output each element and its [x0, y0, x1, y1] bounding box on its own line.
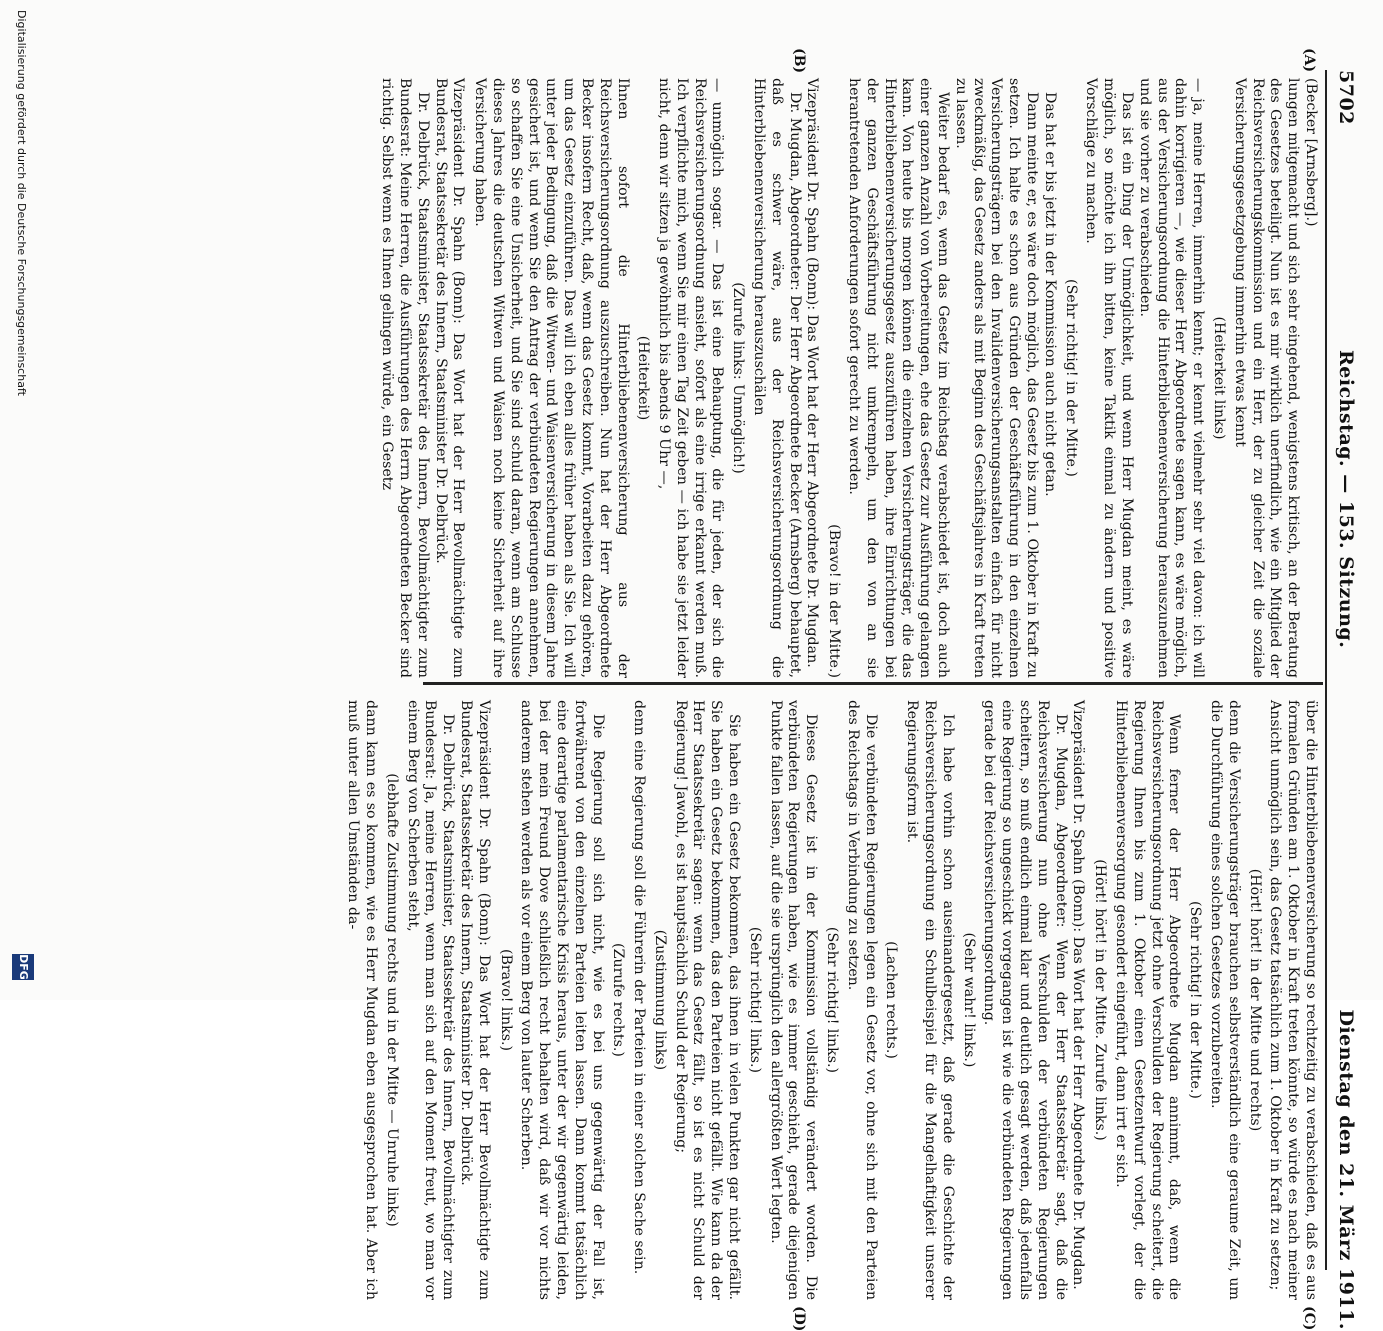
paragraph: lungen mitgemacht und sich sehr eingehend, wenigstens kritisch, an der Beratung des Gesetzes beteiligt. Nun ist es mir wirklich unerfindlich, wie ein Mitglied der Reichsversicherungskommission und ein Herr, der zu gleicher Zeit die soziale Versicherungsgesetzgebung immerhin etwas kennt [1231, 78, 1302, 678]
stage-direction: (Sehr richtig! links.) [824, 926, 841, 1074]
stage-direction: (Sehr wahr! links.) [960, 932, 977, 1068]
stage-direction: (Sehr richtig! in der Mitte.) [1187, 901, 1204, 1099]
speaker-line: Vizepräsident Dr. Spahn (Bonn): Das Wort hat der Herr Abgeordnete Dr. Mugdan. [804, 78, 821, 668]
stage-direction: (Heiterkeit) [635, 335, 652, 421]
paragraph: denn die Versicherungsträger brauchen selbstverständlich eine geraume Zeit, um die Durchführung eines solchen Gesetzes vorzubereiten. [1208, 700, 1242, 1300]
paragraph: — unmöglich sogar. — Das ist eine Behauptung, die für jeden, der sich die Reichsversicherungsordnung ansieht, sofort als eine irrige erkannt werden muß. Ich verpflichte mich, wenn Sie mir einen Tag Zeit geben — ich habe sie jetzt leider nicht, denn wir sitzen ja gewöhnlich bis abends 9 Uhr —, [656, 78, 726, 678]
paragraph: — ja, meine Herren, immerhin kennt; er kennt vielmehr sehr viel davon: ich will dahin korrigieren —, wie dieser Herr Abgeordnete sagen kann, es wäre möglich, aus der Versicherungsordnung die Hinterbliebenenversicherung herauszunehmen und sie vorher zu verabschieden. [1136, 78, 1207, 678]
digitization-footer [4, 10, 36, 990]
paragraph: Dr. Delbrück, Staatsminister, Staatssekretär des Innern, Bevollmächtigter zum Bundesrat: Ja, meine Herren, wenn man sich auf den Moment freut, wo man vor einem Berg von Scherben steht, [404, 700, 457, 1300]
header-rule [1325, 70, 1327, 1270]
page-number: 5702 [1335, 70, 1357, 125]
paragraph: Die verbündeten Regierungen legen ein Gesetz vor, ohne sich mit den Parteien des Reichstags in Verbindung zu setzen. [844, 700, 879, 1300]
paragraph: Das ist ein Ding der Unmöglichkeit, und wenn Herr Mugdan meint, es wäre möglich, so möchte ich ihn bitten, keine Taktik einmal zu ändern und positive Vorschläge zu machen. [1083, 78, 1136, 678]
speaker-line: Vizepräsident Dr. Spahn (Bonn): Das Wort hat der Herr Bevollmächtigte zum Bundesrat, Staatssekretär des Innern, Staatsminister Dr. Delbrück. [432, 78, 467, 678]
stage-direction: (Heiterkeit links) [1211, 316, 1228, 440]
stage-direction: (Bravo! links.) [497, 948, 514, 1052]
stage-direction: (Sehr richtig! links.) [746, 926, 763, 1074]
paragraph: Ihnen sofort die Hinterbliebenenversicherung aus der Reichsversicherungsordnung auszuschreiben. Nun hat der Herr Abgeordnete Becker insofern Recht, daß, wenn das Gesetz kommt, Vorarbeiten dazu gehören, um das Gesetz einzuführen. Das will ich eben alles früher haben als Sie. Ich will unter jeder Bedingung, daß die Witwen- und Waisenversicherung in diesem Jahre gesichert ist, und wenn Sie den Antrag der verbündeten Regierungen annehmen, so schaffen Sie eine Unsicherheit, und Sie sind schuld daran, wenn am Schlusse dieses Jahres die deutschen Witwen und Waisen noch keine Sicherheit auf ihre Versicherung haben. [472, 78, 631, 678]
speaker-tag: (Becker [Arnsberg].) [1303, 78, 1319, 227]
stage-direction: (Lachen rechts.) [883, 941, 900, 1059]
speaker-line: Vizepräsident Dr. Spahn (Bonn): Das Wort hat der Herr Abgeordnete Dr. Mugdan. [1070, 700, 1087, 1290]
paragraph: Dr. Mugdan, Abgeordneter: Der Herr Abgeordnete Becker (Arnsberg) behauptet, daß es schwer wäre, aus der Reichsversicherungsordnung die Hinterbliebenenversicherung herauszuschälen [751, 78, 803, 678]
paragraph: Dr. Mugdan, Abgeordneter: Wenn der Herr Staatssekretär sagt, daß die Reichsversicherung nun ohne Verschulden der verbündeten Regierungen scheitern, so muß endlich einmal klar und deutlich gesagt werden, daß jedenfalls eine Regierung so ungeschickt vorgegangen ist wie die verbündeten Regierungen gerade bei der Reichsversicherungsordnung. [981, 700, 1069, 1300]
session-title: Reichstag. — 153. Sitzung. [1335, 350, 1357, 649]
paragraph: Dieses Gesetz ist in der Kommission vollständig verändert worden. Die verbündeten Regierungen haben, wie es immer geschieht, gerade diejenigen Punkte fallen lassen, auf die sie ursprünglich den allergrößten Wert legten. [767, 700, 820, 1300]
session-date: Dienstag den 21. März 1911. [1335, 1009, 1357, 1330]
paragraph: Sie haben ein Gesetz bekommen, das ihnen in vielen Punkten gar nicht gefällt. Sie haben ein Gesetz bekommen, das den Parteien nicht gefällt. Wie kann da der Herr Staatssekretär sagen: wenn das Gesetz fällt, so ist es nicht Schuld der Regierung! Jawohl, es ist hauptsächlich Schuld der Regierung; [672, 700, 743, 1300]
paragraph: über die Hinterbliebenenversicherung so rechtzeitig zu verabschieden, daß es aus formalen Gründen am 1. Oktober in Kraft treten könnte, so würde es nach meiner Ansicht unmöglich sein, das Gesetz tatsächlich zum 1. Oktober in Kraft zu setzen; [1267, 700, 1319, 1300]
margin-marker-c: (C) [1301, 1306, 1317, 1331]
stage-direction: (Sehr richtig! in der Mitte.) [1062, 279, 1079, 477]
paragraph: Ich habe vorhin schon auseinandergesetzt, daß gerade die Geschichte der Reichsversicherungsordnung ein Schulbeispiel für die Mangelhaftigkeit unserer Regierungsform ist. [904, 700, 956, 1300]
stage-direction: (Zurufe rechts.) [610, 943, 627, 1057]
stage-direction: (Bravo! in der Mitte.) [826, 524, 843, 678]
stage-direction: (Zustimmung links) [651, 929, 668, 1071]
paragraph: dann kann es so kommen, wie es Herr Mugdan eben ausgesprochen hat. Aber ich muß unter allen Umständen da- [345, 700, 379, 1300]
paragraph: denn eine Regierung soll die Führerin der Parteien in einer solchen Sache sein. [631, 700, 648, 1275]
margin-marker-d: (D) [791, 1306, 807, 1331]
dfg-logo-icon: DFG [12, 954, 34, 980]
paragraph: Dr. Delbrück, Staatsminister, Staatssekretär des Innern, Bevollmächtigter zum Bundesrat: Meine Herren, die Ausführungen des Herrn Abgeordneten Becker sind richtig. Selbst wenn es Ihnen gelingen würde, ein Gesetz [379, 78, 431, 678]
stage-direction: (Hört! hört! in der Mitte. Zurufe links.) [1092, 859, 1109, 1141]
margin-marker-a: (A) [1301, 48, 1317, 73]
column-divider [423, 682, 1323, 685]
dfg-credit: Digitalisierung gefördert durch die Deutsche Forschungsgemeinschaft [15, 10, 28, 396]
paragraph: Die Regierung soll sich nicht, wie es bei uns gegenwärtig der Fall ist, fortwährend von den einzelnen Parteien leiten lassen. Dann kommt tatsächlich eine derartige parlamentarische Krisis heraus, unter der wir gegenwärtig leiden, bei der mein Freund Dove schließlich recht behalten wird, daß wir vor nichts anderem stehen werden als vor einem Berg von lauter Scherben. [518, 700, 606, 1300]
stage-direction: (Hört! hört! in der Mitte und rechts) [1246, 868, 1263, 1132]
right-column [343, 700, 1319, 1300]
paragraph: Das hat er bis jetzt in der Kommission auch nicht getan. [1041, 92, 1058, 497]
speaker-line: Vizepräsident Dr. Spahn (Bonn): Das Wort hat der Herr Bevollmächtigte zum Bundesrat, Staatssekretär des Innern, Staatsminister Dr. Delbrück. [457, 700, 492, 1300]
paragraph: Dann meinte er, es wäre doch möglich, das Gesetz bis zum 1. Oktober in Kraft zu setzen. Ich halte es schon aus Gründen der Geschäftsführung in den einzelnen Versicherungsträgern bei den Invalidenversicherungsanstalten einfach für nicht zweckmäßig, das Gesetz anders als mit Beginn des Geschäftsjahres in Kraft treten zu lassen. [952, 78, 1041, 678]
margin-marker-b: (B) [791, 48, 807, 74]
stage-direction: (lebhafte Zustimmung rechts und in der Mitte — Unruhe links) [383, 773, 400, 1227]
paragraph: Wenn ferner der Herr Abgeordnete Mugdan annimmt, daß, wenn die Reichsversicherungsordnung jetzt ohne Verschulden der Regierung scheitert, die Regierung Ihnen bis zum 1. Oktober einen Gesetzentwurf vorlegt, der die Hinterbliebenenversorgung gesondert eingeführt, dann irrt er sich. [1113, 700, 1183, 1300]
left-column [377, 78, 1319, 678]
stage-direction: (Zurufe links: Unmöglich!) [730, 282, 747, 474]
page-header [1329, 70, 1363, 1330]
paragraph: Weiter bedarf es, wenn das Gesetz im Reichstag verabschiedet ist, doch auch einer ganzen Anzahl von Vorbereitungen, ehe das Gesetz zur Ausführung gelangen kann. Von heute bis morgen können die einzelnen Versicherungsträger, die das Hinterbliebenenversicherungsgesetz auszuführen haben, ihre Einrichtungen bei der ganzen Geschäftsführung nicht umkrempeln, um den von an sie herantretenden Anforderungen sofort gerecht zu werden. [846, 78, 952, 678]
